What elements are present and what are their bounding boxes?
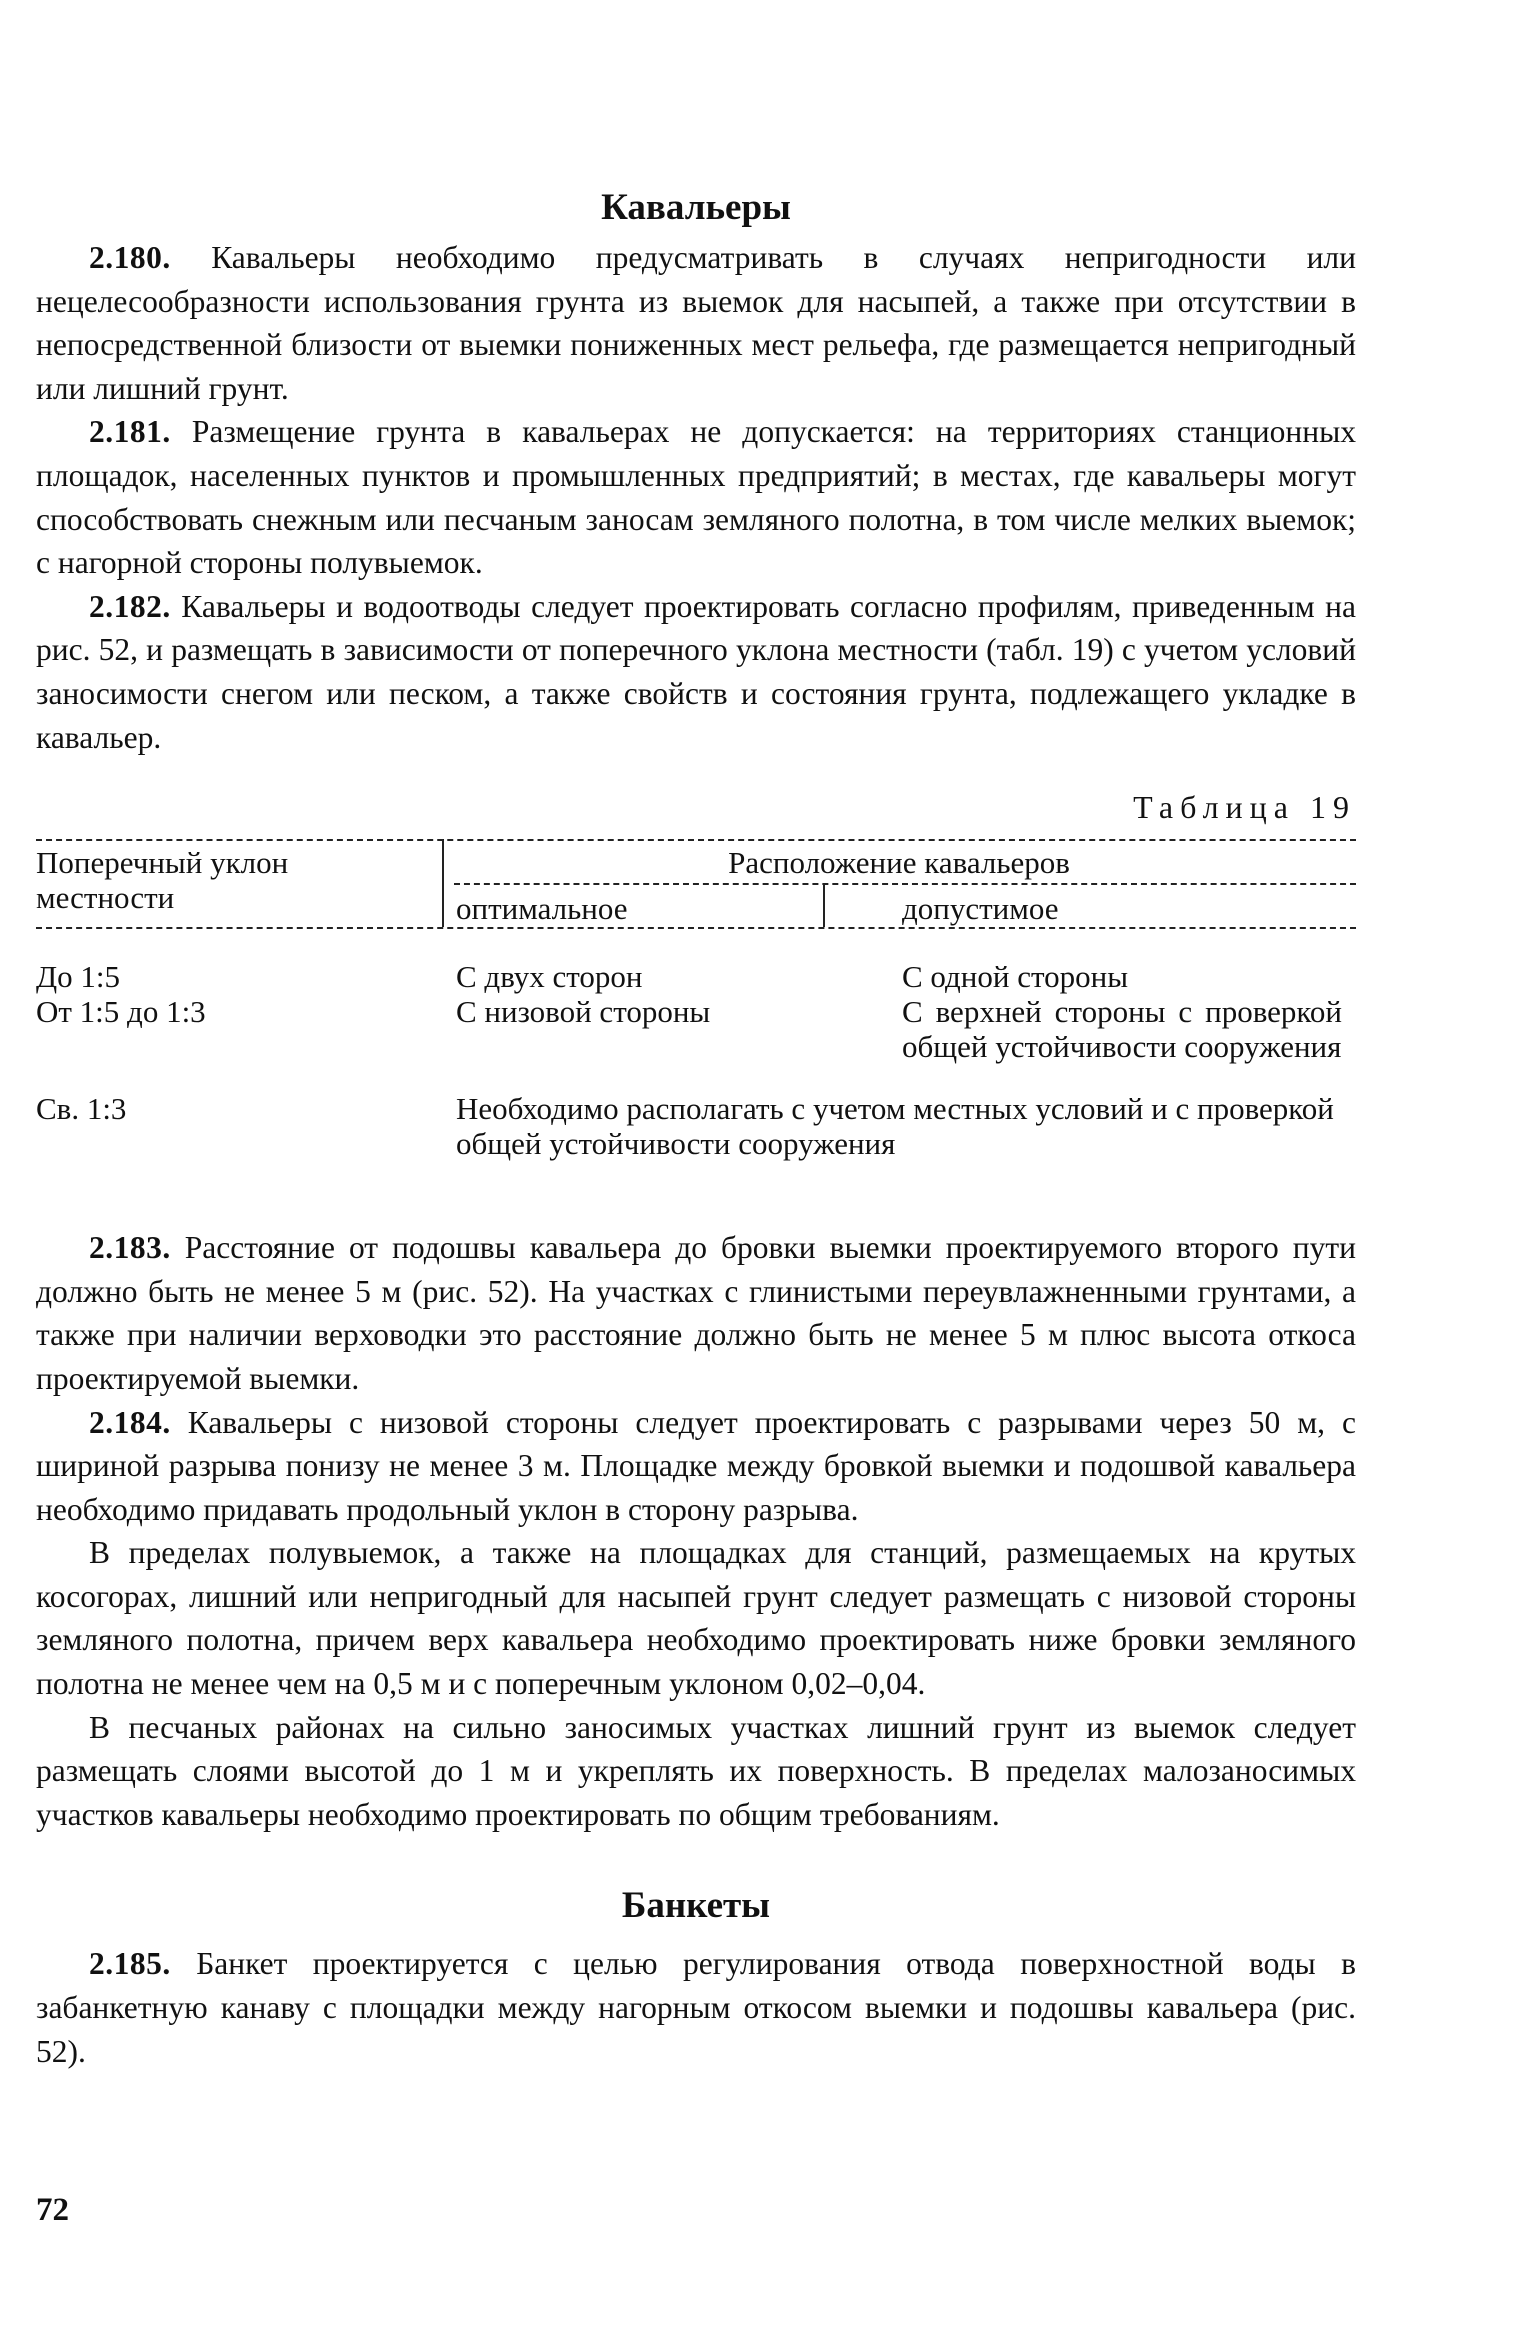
paragraph-2-182 bbox=[36, 585, 1356, 759]
table-cell-slope: До 1:5 bbox=[36, 959, 121, 995]
paragraph-text: Размещение грунта в кавальерах не допускается: на территориях станционных площадок, населенных пунктов и промышленных предприятий; в местах, где кавальеры могут способствовать снежным или песчаным заносам земляного полотна, в том числе мелких выемок; с нагорной стороны полувыемок. bbox=[36, 414, 1357, 581]
paragraph-text: Расстояние от подошвы кавальера до бровки выемки проектируемого второго пути должно быть не менее 5 м (рис. 52). На участках с глинистыми переувлажненными грунтами, а также при наличии верховодки это расстояние должно быть не менее 5 м плюс высота откоса проектируемой выемки. bbox=[36, 1230, 1357, 1396]
table-cell-slope: Св. 1:3 bbox=[36, 1091, 127, 1127]
table-cell-allowed: С верхней стороны с проверкой общей устойчивости сооружения bbox=[902, 994, 1342, 1065]
table-caption: Таблица 19 bbox=[1133, 789, 1356, 826]
section-title-kavaliery: Кавальеры bbox=[601, 187, 791, 228]
table-header-group: Расположение кавальеров bbox=[728, 845, 1070, 881]
page-number: 72 bbox=[36, 2192, 69, 2228]
table-mid-rule bbox=[454, 883, 1356, 885]
table-header-bottom-rule bbox=[36, 927, 1356, 929]
paragraph-2-181 bbox=[36, 410, 1356, 584]
paragraph-text: Кавальеры с низовой стороны следует проектировать с разрывами через 50 м, с шириной разрыва понизу не менее 3 м. Площадке между бровкой выемки и подошвой кавальера необходимо придавать продольный уклон в сторону разрыва. bbox=[36, 1404, 1357, 1527]
paragraph-text: Кавальеры необходимо предусматривать в случаях непригодности или нецелесообразности использования грунта из выемок для насыпей, а также при отсутствии в непосредственной близости от выемки пониженных мест рельефа, где размещается непригодный или лишний грунт. bbox=[36, 240, 1356, 406]
paragraph-text: Кавальеры и водоотводы следует проектировать согласно профилям, приведенным на рис. 52, и размещать в зависимости от поперечного уклона местности (табл. 19) с учетом условий заносимости снегом или песком, а также свойств и состояния грунта, подлежащего укладке в кавальер. bbox=[36, 588, 1357, 755]
paragraph-number: 2.180. bbox=[89, 240, 171, 275]
table-header-allowed: допустимое bbox=[902, 891, 1059, 927]
paragraph-text: Банкет проектируется с целью регулирования отвода поверхностной воды в забанкетную канаву с площадки между нагорным откосом выемки и подошвы кавальера (рис. 52). bbox=[36, 1946, 1357, 2069]
paragraph-2-183 bbox=[36, 1226, 1356, 1400]
paragraph-2-185 bbox=[36, 1942, 1356, 2073]
paragraph-2-180 bbox=[36, 236, 1356, 410]
paragraph-number: 2.183. bbox=[89, 1230, 171, 1266]
table-cell-allowed: С одной стороны bbox=[902, 959, 1129, 995]
paragraph-text: В песчаных районах на сильно заносимых участках лишний грунт из выемок следует размещать слоями высотой до 1 м и укреплять их поверхность. В пределах малозаносимых участков кавальеры необходимо проектировать по общим требованиям. bbox=[36, 1709, 1356, 1832]
table-cell-optimal: С двух сторон bbox=[456, 959, 643, 995]
paragraph-text: В пределах полувыемок, а также на площадках для станций, размещаемых на крутых косогорах, лишний или непригодный для насыпей грунт следует размещать с низовой стороны земляного полотна, причем верх кавальера необходимо проектировать ниже бровки земляного полотна не менее чем на 0,5 м и с поперечным уклоном 0,02–0,04. bbox=[36, 1535, 1356, 1702]
paragraph-number: 2.184. bbox=[89, 1404, 171, 1440]
table-header-optimal: оптимальное bbox=[456, 891, 628, 927]
table-header-slope: Поперечный уклон местности bbox=[36, 845, 289, 916]
table-top-rule bbox=[36, 839, 1356, 841]
paragraph-number: 2.181. bbox=[89, 414, 171, 450]
section-title-banketi: Банкеты bbox=[621, 1885, 771, 1927]
paragraph-polyvyemki bbox=[36, 1531, 1356, 1705]
paragraph-number: 2.182. bbox=[89, 588, 171, 624]
table-cell-merged: Необходимо располагать с учетом местных условий и с проверкой общей устойчивости сооружения bbox=[456, 1091, 1334, 1162]
table-vertical-rule-2 bbox=[823, 883, 825, 927]
paragraph-number: 2.185. bbox=[89, 1946, 171, 1982]
document-page bbox=[36, 0, 1356, 2073]
paragraph-2-184 bbox=[36, 1401, 1356, 1532]
table-cell-optimal: С низовой стороны bbox=[456, 994, 711, 1030]
table-19 bbox=[36, 831, 1356, 1226]
paragraph-peschanye bbox=[36, 1706, 1356, 1837]
table-cell-slope: От 1:5 до 1:3 bbox=[36, 994, 206, 1030]
